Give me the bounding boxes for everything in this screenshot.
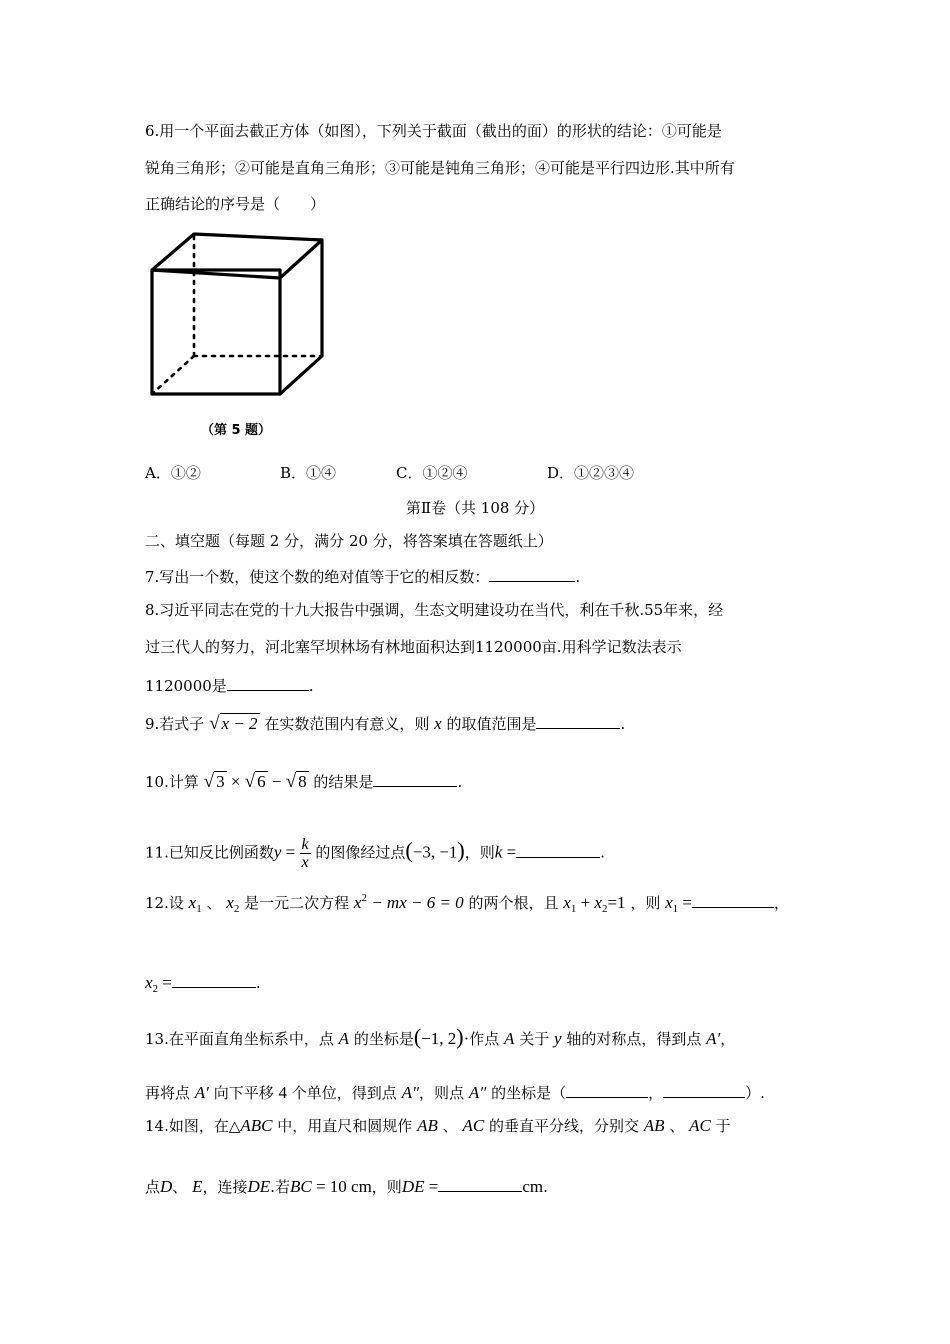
q8-end: . xyxy=(308,677,314,695)
q13-mid4: 轴的对称点，得到点 xyxy=(566,1030,702,1048)
q10-b: 6 xyxy=(257,772,266,791)
q6-line3: 正确结论的序号是（ ） xyxy=(145,195,326,213)
q9 xyxy=(145,713,625,734)
q13-A-ref: A xyxy=(504,1029,515,1048)
q14-sep2: 、 xyxy=(669,1117,685,1135)
q11-answer-blank xyxy=(516,842,600,858)
right-paren: ) xyxy=(456,1024,464,1049)
q13-A-prime-ref: A′ xyxy=(194,1083,209,1102)
cube-right-face xyxy=(280,240,322,394)
q10-times: × xyxy=(226,772,245,791)
q13-comma: ， xyxy=(720,1030,736,1048)
q11-fraction xyxy=(300,836,311,871)
q6-line1: 6.用一个平面去截正方体（如图），下列关于截面（截出的面）的形状的结论：①可能是 xyxy=(145,122,722,140)
q13-x-blank xyxy=(566,1082,648,1098)
section2-heading: 二、填空题（每题 2 分，满分 20 分，将答案填在答题纸上） xyxy=(145,532,553,550)
q14-D: D xyxy=(160,1177,173,1196)
q14-line2-pre: 点 xyxy=(145,1178,161,1196)
q11-end: . xyxy=(600,843,605,862)
q14-answer-blank xyxy=(438,1176,522,1192)
q11-y: y xyxy=(273,842,282,862)
q8-line2: 过三代人的努力，河北塞罕坝林场有林地面积达到1120000亩.用科学记数法表示 xyxy=(145,638,682,656)
q14-mid1: 中，用直尺和圆规作 xyxy=(277,1117,413,1135)
q11-point: −3, −1 xyxy=(412,842,458,862)
q12-line1 xyxy=(145,892,789,915)
q14-AC-ref: AC xyxy=(689,1116,711,1135)
q13-line2-mid2: 个单位，得到点 xyxy=(291,1084,397,1102)
q14-mid5: ，则 xyxy=(371,1178,402,1196)
q13-mid2: 作点 xyxy=(469,1030,500,1048)
q11-keq: = xyxy=(502,842,517,862)
q13-mid3: 关于 xyxy=(519,1030,550,1048)
sqrt-symbol: √ xyxy=(244,771,256,792)
q9-radicand: x − 2 xyxy=(221,714,258,733)
q13-end: ）. xyxy=(745,1084,765,1102)
q14-pre: 14.如图，在△ xyxy=(145,1117,241,1135)
q9-pre: 9.若式子 xyxy=(145,715,205,733)
cube-hidden-edge-diagonal xyxy=(152,356,194,394)
left-paren: ( xyxy=(413,1024,422,1049)
q7-text: 7.写出一个数，使这个数的绝对值等于它的相反数： xyxy=(145,568,490,586)
q13-line2-mid: 向下平移 xyxy=(213,1084,274,1102)
q9-mid: 在实数范围内有意义，则 xyxy=(264,715,430,733)
q13-line2-mid3: ，则点 xyxy=(419,1084,465,1102)
q9-var: x xyxy=(434,714,442,733)
q13-pre: 13.在平面直角坐标系中，点 xyxy=(145,1030,334,1048)
figure-caption: （第 5 题） xyxy=(200,423,272,438)
q13-line2-mid4: 的坐标是（ xyxy=(491,1084,567,1102)
q10-answer-blank xyxy=(373,771,457,787)
q13-line2 xyxy=(145,1082,765,1103)
q14-end: . xyxy=(543,1178,548,1196)
q14-mid3: 于 xyxy=(715,1117,731,1135)
q10 xyxy=(145,771,462,792)
option-c: C．①②④ xyxy=(396,464,468,482)
q12-x1-blank xyxy=(692,892,774,908)
right-paren: ) xyxy=(457,837,465,863)
q14-line2 xyxy=(145,1176,548,1197)
q14-bc-eq: = 10 cm xyxy=(311,1177,372,1196)
q13-coord: −1, 2 xyxy=(421,1029,457,1048)
q13-y-blank xyxy=(663,1082,745,1098)
q11-mid: 的图像经过点 xyxy=(315,843,406,862)
q12-pre: 12.设 xyxy=(145,894,184,912)
part2-title: 第Ⅱ卷（共 108 分） xyxy=(405,499,545,517)
q12-x1-answer: $x_1$ = xyxy=(665,893,693,915)
q10-post: 的结果是 xyxy=(313,773,374,791)
q14-de-eq: = xyxy=(424,1177,439,1196)
q12-mid: 是一元二次方程 xyxy=(244,894,350,912)
q11-numerator: k xyxy=(301,836,309,853)
q10-c: 8 xyxy=(298,772,307,791)
q12-x2: $x_2$ xyxy=(226,893,240,915)
q7-end: . xyxy=(575,568,581,586)
q9-post: 的取值范围是 xyxy=(446,715,537,733)
q6-line2: 锐角三角形；②可能是直角三角形；③可能是钝角三角形；④可能是平行四边形.其中所有 xyxy=(145,159,735,177)
q13-A-double-prime-ref: A″ xyxy=(468,1083,487,1102)
q9-answer-blank xyxy=(536,713,620,729)
q8-answer-blank xyxy=(227,675,309,691)
q14-mid4: ，连接 xyxy=(202,1178,248,1196)
q13-mid1: 的坐标是 xyxy=(353,1030,414,1048)
q8-line3-pre: 1120000是 xyxy=(145,677,227,695)
q14-AB-ref: AB xyxy=(643,1116,665,1135)
q12-sep: 、 xyxy=(206,894,222,912)
q12-sum: $x_1 + x_2=1$ xyxy=(563,893,626,915)
sqrt-symbol: √ xyxy=(209,713,220,734)
q10-minus: − xyxy=(267,772,286,791)
q11-eq: = xyxy=(281,842,300,862)
q13-A-double-prime: A″ xyxy=(401,1083,420,1102)
q14-sep: 、 xyxy=(442,1117,458,1135)
q10-end: . xyxy=(457,773,463,791)
q12-x2-blank xyxy=(172,972,256,988)
q7-answer-blank xyxy=(489,566,575,582)
q13-line2-pre: 再将点 xyxy=(145,1084,191,1102)
q8-line3 xyxy=(145,675,314,696)
q11-pre: 11.已知反比例函数 xyxy=(145,843,274,862)
q13-A: A xyxy=(338,1029,350,1048)
q14-AB: AB xyxy=(417,1116,438,1135)
sqrt-symbol: √ xyxy=(285,771,297,792)
q14-BC: BC xyxy=(289,1177,312,1196)
sqrt-symbol: √ xyxy=(203,771,215,792)
q13-sep: ， xyxy=(648,1084,664,1102)
q14-DE-ref: DE xyxy=(401,1177,425,1196)
q14-dot: .若 xyxy=(270,1178,290,1196)
q11-post: ，则 xyxy=(464,843,495,862)
q7 xyxy=(145,566,580,587)
q14-E: E xyxy=(192,1177,203,1196)
q13-four: 4 xyxy=(278,1083,287,1102)
q11-denominator: x xyxy=(301,854,309,871)
q14-DE: DE xyxy=(247,1177,271,1196)
q14-AC: AC xyxy=(462,1116,485,1135)
q14-line1 xyxy=(145,1116,731,1136)
q12-x1: $x_1$ xyxy=(188,893,202,915)
q10-a: 3 xyxy=(216,772,225,791)
q14-unit: cm xyxy=(522,1177,544,1196)
q9-end: . xyxy=(620,715,626,733)
q12-post: ，则 xyxy=(630,894,661,912)
q13-y: y xyxy=(554,1029,562,1048)
option-d: D．①②③④ xyxy=(547,464,635,482)
q13-line1 xyxy=(145,1024,736,1049)
q14-sep3: 、 xyxy=(172,1178,188,1196)
q13-A-prime: A′ xyxy=(706,1029,721,1048)
option-b: B．①④ xyxy=(280,464,337,482)
q12-line2 xyxy=(145,972,261,995)
q10-pre: 10.计算 xyxy=(145,773,199,791)
q12-equation: $x^2$ − mx − 6 = 0 xyxy=(353,892,464,912)
q12-comma: ， xyxy=(774,894,790,912)
option-a: A．①② xyxy=(145,464,201,482)
q13-dot: · xyxy=(463,1029,470,1048)
cube-figure xyxy=(142,226,332,446)
q8-line1: 8.习近平同志在党的十九大报告中强调，生态文明建设功在当代，利在千秋.55年来，经 xyxy=(145,601,724,619)
q11-k: k xyxy=(494,842,503,862)
q14-mid2: 的垂直平分线，分别交 xyxy=(488,1117,639,1135)
q12-mid2: 的两个根，且 xyxy=(468,894,559,912)
q14-ABC: ABC xyxy=(240,1116,273,1135)
q12-end: . xyxy=(255,974,261,992)
left-paren: ( xyxy=(405,837,413,863)
q11 xyxy=(145,836,605,871)
q12-x2-answer: $x_2$ = xyxy=(145,973,172,995)
